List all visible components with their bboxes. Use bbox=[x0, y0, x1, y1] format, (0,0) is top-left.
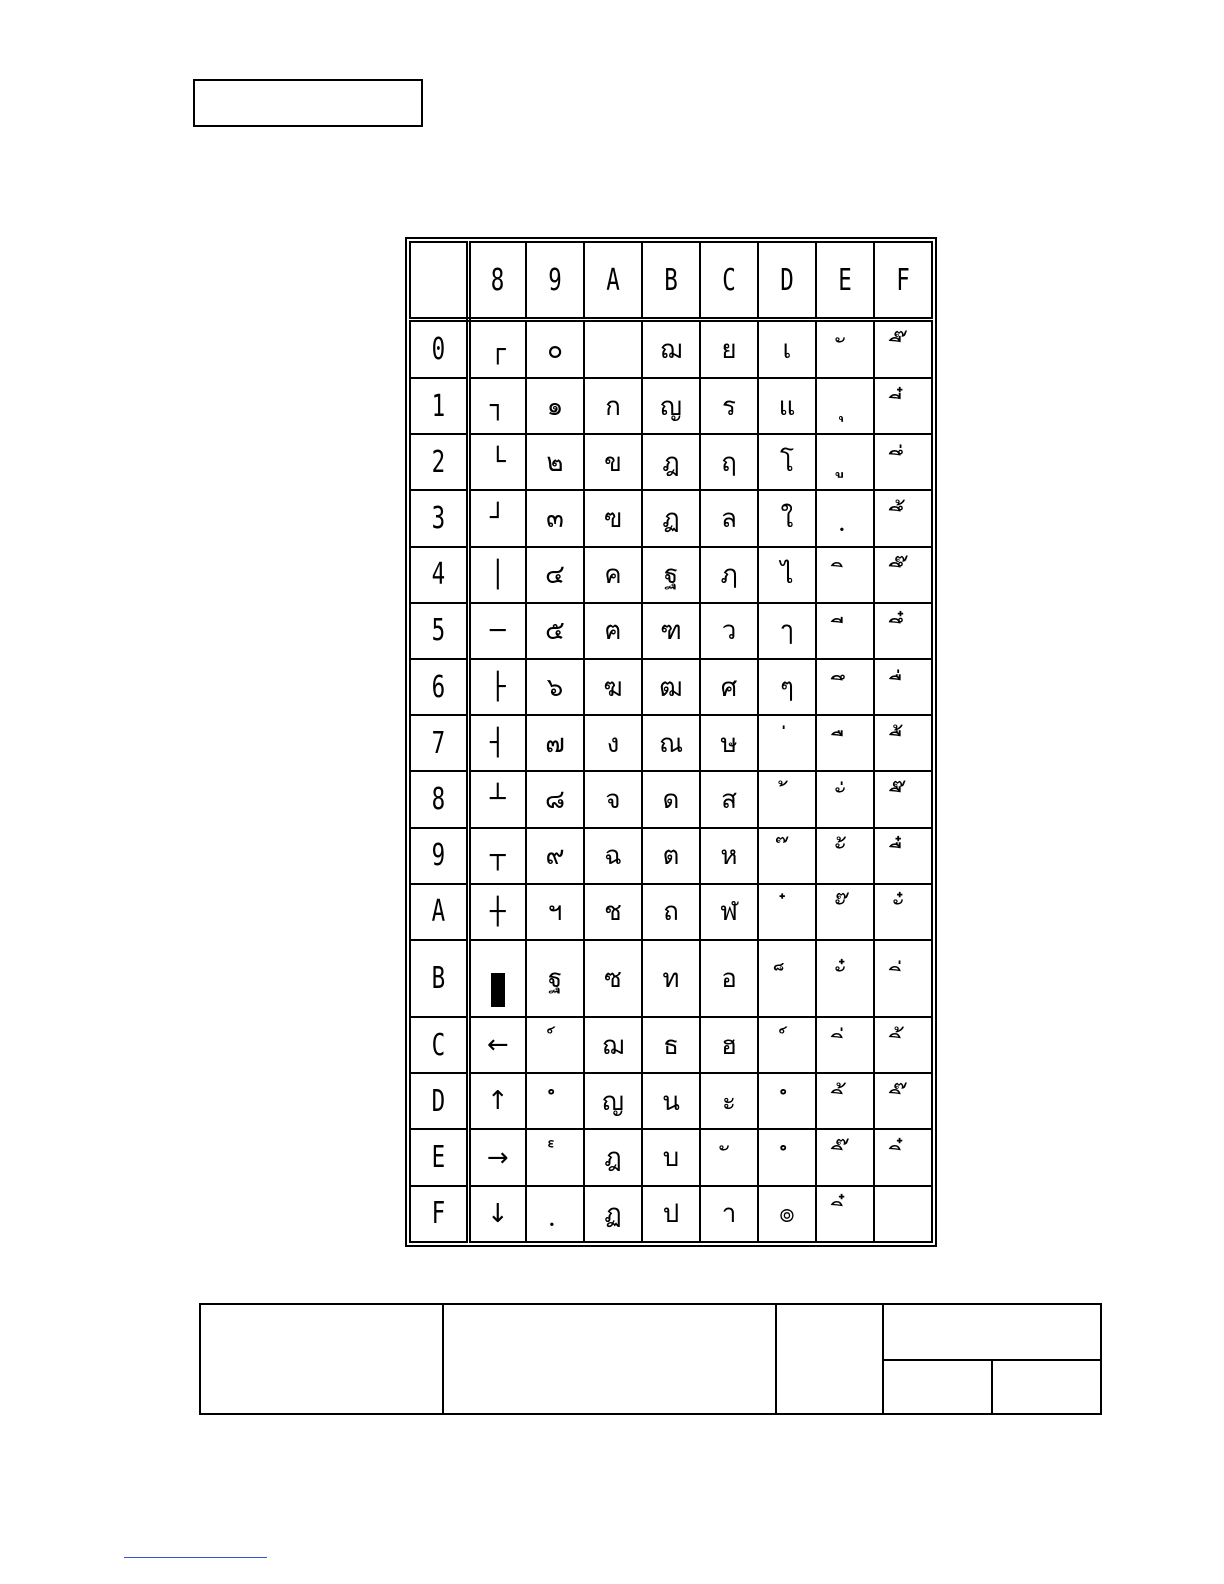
character-cell bbox=[526, 320, 584, 378]
character-cell bbox=[758, 659, 816, 715]
character-cell bbox=[526, 547, 584, 603]
character-glyph: ├ bbox=[489, 672, 506, 703]
character-cell bbox=[642, 659, 700, 715]
character-cell bbox=[758, 771, 816, 827]
character-glyph: ฎ bbox=[662, 447, 680, 478]
character-cell bbox=[874, 828, 932, 884]
footer-cell bbox=[443, 1304, 776, 1414]
character-cell bbox=[584, 490, 642, 546]
character-cell bbox=[526, 884, 584, 940]
character-glyph: ๖ bbox=[546, 672, 564, 703]
table-row bbox=[410, 715, 932, 771]
character-glyph: ด bbox=[662, 784, 680, 815]
character-cell bbox=[816, 659, 874, 715]
character-cell bbox=[584, 715, 642, 771]
character-glyph: ฒ bbox=[659, 672, 683, 703]
character-glyph: ← bbox=[486, 1030, 509, 1061]
character-cell bbox=[816, 603, 874, 659]
table-row bbox=[410, 547, 932, 603]
table-row bbox=[410, 940, 932, 1017]
character-cell bbox=[584, 1186, 642, 1242]
character-glyph: └ bbox=[489, 447, 506, 478]
character-glyph: จ bbox=[605, 784, 621, 815]
character-glyph: ญ bbox=[601, 1086, 625, 1117]
character-cell bbox=[526, 1073, 584, 1129]
character-cell bbox=[758, 1129, 816, 1185]
character-cell bbox=[468, 378, 526, 434]
character-glyph: ฑ bbox=[660, 616, 682, 647]
character-glyph: ธ bbox=[663, 1030, 679, 1061]
table-row bbox=[410, 434, 932, 490]
row-header: D bbox=[417, 1073, 461, 1129]
character-cell bbox=[816, 378, 874, 434]
character-glyph: ะ bbox=[722, 1086, 736, 1117]
character-glyph: ๏ bbox=[779, 1199, 795, 1230]
character-cell bbox=[758, 1186, 816, 1242]
row-header: 6 bbox=[417, 659, 461, 715]
character-cell bbox=[642, 1186, 700, 1242]
row-header: 2 bbox=[417, 434, 461, 490]
corner-cell bbox=[417, 242, 461, 320]
character-glyph: ฏ bbox=[604, 1199, 622, 1230]
character-glyph: ๑ bbox=[546, 391, 564, 422]
character-cell bbox=[642, 715, 700, 771]
character-cell bbox=[816, 434, 874, 490]
character-cell bbox=[874, 603, 932, 659]
row-header: 5 bbox=[417, 603, 461, 659]
character-cell bbox=[758, 547, 816, 603]
character-cell bbox=[526, 1186, 584, 1242]
character-glyph: ฉ bbox=[604, 841, 622, 872]
character-cell bbox=[874, 434, 932, 490]
character-glyph: ๓ bbox=[546, 503, 564, 534]
character-glyph: ┐ bbox=[489, 391, 506, 422]
character-glyph: อ bbox=[721, 964, 737, 995]
character-glyph: ฮ bbox=[721, 1030, 737, 1061]
character-glyph: ส bbox=[721, 784, 737, 815]
character-cell bbox=[700, 884, 758, 940]
character-cell bbox=[700, 715, 758, 771]
character-cell bbox=[642, 378, 700, 434]
footer-cell bbox=[200, 1304, 443, 1414]
character-cell bbox=[816, 828, 874, 884]
character-glyph: ฏ bbox=[662, 503, 680, 534]
character-glyph: ญ bbox=[659, 391, 683, 422]
bottom-rule bbox=[124, 1557, 267, 1558]
character-cell bbox=[642, 490, 700, 546]
character-cell bbox=[758, 378, 816, 434]
row-header: B bbox=[417, 940, 461, 1017]
character-cell bbox=[584, 659, 642, 715]
character-cell bbox=[700, 1129, 758, 1185]
character-cell bbox=[816, 940, 874, 1017]
character-cell bbox=[758, 940, 816, 1017]
table-row bbox=[410, 378, 932, 434]
character-cell bbox=[468, 603, 526, 659]
character-cell bbox=[584, 1129, 642, 1185]
character-cell bbox=[642, 884, 700, 940]
character-glyph: ┌ bbox=[489, 334, 506, 365]
character-cell bbox=[526, 1129, 584, 1185]
character-cell bbox=[584, 940, 642, 1017]
character-cell bbox=[642, 1129, 700, 1185]
character-cell bbox=[526, 659, 584, 715]
character-cell bbox=[758, 828, 816, 884]
character-cell bbox=[468, 884, 526, 940]
character-cell bbox=[758, 715, 816, 771]
label-box bbox=[193, 79, 423, 127]
character-glyph: ฐ bbox=[547, 964, 563, 995]
row-header: C bbox=[417, 1017, 461, 1073]
character-cell bbox=[874, 320, 932, 378]
character-glyph: เ bbox=[782, 335, 792, 366]
character-cell bbox=[816, 715, 874, 771]
character-cell bbox=[642, 547, 700, 603]
character-cell bbox=[526, 715, 584, 771]
character-cell bbox=[874, 1073, 932, 1129]
character-cell bbox=[816, 884, 874, 940]
character-glyph: ฦ bbox=[720, 560, 738, 591]
character-glyph: ๆ bbox=[780, 672, 794, 703]
character-cell bbox=[468, 659, 526, 715]
character-glyph: ศ bbox=[720, 672, 738, 703]
character-glyph: ┬ bbox=[489, 840, 506, 871]
column-header-row bbox=[410, 242, 932, 320]
character-cell bbox=[816, 1073, 874, 1129]
character-glyph: ┼ bbox=[489, 896, 506, 927]
character-cell bbox=[642, 1073, 700, 1129]
character-cell bbox=[468, 320, 526, 378]
character-glyph: ล bbox=[721, 503, 737, 534]
character-cell bbox=[642, 771, 700, 827]
character-glyph: ว bbox=[721, 616, 737, 647]
character-glyph: ฅ bbox=[604, 616, 622, 647]
character-cell bbox=[526, 603, 584, 659]
character-glyph: ษ bbox=[720, 728, 738, 759]
table-row bbox=[410, 603, 932, 659]
character-cell bbox=[874, 1017, 932, 1073]
table-row bbox=[410, 1129, 932, 1185]
character-glyph: → bbox=[486, 1142, 509, 1173]
character-cell bbox=[584, 320, 642, 378]
character-glyph: ๕ bbox=[545, 616, 565, 647]
character-cell bbox=[526, 828, 584, 884]
character-glyph: โ bbox=[780, 447, 794, 478]
character-glyph: ใ bbox=[780, 503, 794, 534]
character-cell bbox=[468, 434, 526, 490]
character-cell bbox=[468, 1017, 526, 1073]
character-cell bbox=[468, 940, 526, 1017]
character-glyph: ┘ bbox=[489, 503, 506, 534]
character-glyph: ฐ bbox=[663, 560, 679, 591]
character-cell bbox=[758, 320, 816, 378]
character-cell bbox=[468, 1186, 526, 1242]
character-cell bbox=[468, 715, 526, 771]
character-glyph: า bbox=[721, 1199, 737, 1230]
character-cell bbox=[874, 884, 932, 940]
character-cell bbox=[816, 547, 874, 603]
character-cell bbox=[758, 434, 816, 490]
character-glyph: บ bbox=[662, 1143, 680, 1174]
character-cell bbox=[526, 434, 584, 490]
character-cell bbox=[584, 434, 642, 490]
column-header: 8 bbox=[475, 242, 519, 320]
character-glyph: ก bbox=[605, 391, 621, 422]
row-header: 4 bbox=[417, 547, 461, 603]
table-row bbox=[410, 1073, 932, 1129]
character-cell bbox=[874, 940, 932, 1017]
character-cell bbox=[700, 490, 758, 546]
character-cell bbox=[642, 603, 700, 659]
character-cell bbox=[526, 378, 584, 434]
column-header: A bbox=[591, 242, 635, 320]
row-header: 3 bbox=[417, 490, 461, 546]
character-cell bbox=[584, 771, 642, 827]
table-row bbox=[410, 320, 932, 378]
column-header: E bbox=[823, 242, 867, 320]
character-cell bbox=[700, 1017, 758, 1073]
character-glyph: ค bbox=[604, 560, 622, 591]
footer-cell bbox=[883, 1360, 992, 1414]
character-glyph: ─ bbox=[489, 615, 506, 646]
character-cell bbox=[468, 1073, 526, 1129]
character-glyph bbox=[491, 973, 505, 1007]
character-cell bbox=[874, 771, 932, 827]
character-glyph: ๐ bbox=[547, 335, 563, 366]
character-cell bbox=[526, 490, 584, 546]
column-header: 9 bbox=[533, 242, 577, 320]
character-cell bbox=[468, 771, 526, 827]
character-cell bbox=[874, 659, 932, 715]
character-cell bbox=[758, 884, 816, 940]
footer-cell bbox=[883, 1304, 1101, 1360]
character-cell bbox=[874, 490, 932, 546]
character-glyph: ฆ bbox=[603, 672, 623, 703]
table-row bbox=[410, 884, 932, 940]
footer-title-block bbox=[199, 1303, 1102, 1415]
footer-cell bbox=[992, 1360, 1101, 1414]
character-cell bbox=[584, 378, 642, 434]
character-cell bbox=[816, 1186, 874, 1242]
character-glyph: ๔ bbox=[545, 560, 565, 591]
character-glyph: ร bbox=[722, 391, 736, 422]
character-cell bbox=[642, 434, 700, 490]
character-cell bbox=[468, 1129, 526, 1185]
character-glyph: ป bbox=[662, 1199, 680, 1230]
character-cell bbox=[874, 547, 932, 603]
table-row bbox=[410, 659, 932, 715]
character-cell bbox=[700, 434, 758, 490]
character-glyph: │ bbox=[489, 559, 506, 590]
character-cell bbox=[584, 828, 642, 884]
footer-cell bbox=[776, 1304, 883, 1414]
character-glyph: ↓ bbox=[486, 1198, 509, 1229]
character-glyph: แ bbox=[778, 391, 796, 422]
character-cell bbox=[526, 1017, 584, 1073]
table-row bbox=[410, 490, 932, 546]
character-glyph: ┴ bbox=[489, 784, 506, 815]
character-cell bbox=[874, 378, 932, 434]
character-cell bbox=[584, 1073, 642, 1129]
character-glyph: ไ bbox=[780, 560, 794, 591]
table-row bbox=[410, 828, 932, 884]
character-cell bbox=[642, 828, 700, 884]
row-header: E bbox=[417, 1129, 461, 1185]
character-cell bbox=[468, 828, 526, 884]
character-cell bbox=[642, 940, 700, 1017]
character-cell bbox=[874, 1129, 932, 1185]
character-cell bbox=[526, 771, 584, 827]
row-header: 8 bbox=[417, 771, 461, 827]
character-cell bbox=[758, 1017, 816, 1073]
character-cell bbox=[642, 1017, 700, 1073]
character-cell bbox=[758, 1073, 816, 1129]
character-glyph: ณ bbox=[658, 728, 684, 759]
character-cell bbox=[758, 490, 816, 546]
character-cell bbox=[700, 378, 758, 434]
character-code-table bbox=[405, 237, 937, 1247]
column-header: F bbox=[881, 242, 925, 320]
character-cell bbox=[526, 940, 584, 1017]
character-glyph: ฌ bbox=[659, 335, 683, 366]
character-cell bbox=[758, 603, 816, 659]
character-glyph: ฎ bbox=[604, 1143, 622, 1174]
table-row bbox=[410, 771, 932, 827]
character-cell bbox=[642, 320, 700, 378]
character-cell bbox=[700, 828, 758, 884]
character-cell bbox=[468, 490, 526, 546]
column-header: D bbox=[765, 242, 809, 320]
character-cell bbox=[816, 490, 874, 546]
character-glyph: ๒ bbox=[546, 447, 564, 478]
character-glyph: ต bbox=[662, 841, 680, 872]
character-cell bbox=[584, 884, 642, 940]
row-header: A bbox=[417, 884, 461, 940]
character-glyph: ↑ bbox=[486, 1086, 509, 1117]
row-header: F bbox=[417, 1186, 461, 1242]
character-glyph: น bbox=[662, 1086, 680, 1117]
character-cell bbox=[816, 320, 874, 378]
code-grid bbox=[409, 241, 933, 1243]
character-glyph: ฃ bbox=[603, 503, 623, 534]
character-glyph: ท bbox=[662, 964, 680, 995]
character-glyph: ซ bbox=[604, 964, 622, 995]
character-glyph: ข bbox=[604, 447, 622, 478]
row-header: 7 bbox=[417, 715, 461, 771]
row-header: 0 bbox=[417, 320, 461, 378]
character-glyph: ห bbox=[720, 841, 738, 872]
character-cell bbox=[584, 1017, 642, 1073]
character-cell bbox=[816, 1129, 874, 1185]
character-glyph: ┤ bbox=[489, 728, 506, 759]
character-glyph: ย bbox=[721, 335, 737, 366]
table-row bbox=[410, 1017, 932, 1073]
character-cell bbox=[700, 940, 758, 1017]
character-cell bbox=[700, 771, 758, 827]
character-cell bbox=[700, 659, 758, 715]
character-glyph: ถ bbox=[663, 897, 679, 928]
character-cell bbox=[874, 1186, 932, 1242]
character-glyph: ฬ bbox=[720, 897, 738, 928]
character-glyph: ๙ bbox=[545, 841, 565, 872]
character-cell bbox=[700, 1073, 758, 1129]
character-cell bbox=[700, 1186, 758, 1242]
character-cell bbox=[584, 603, 642, 659]
table-row bbox=[410, 1186, 932, 1242]
character-cell bbox=[700, 603, 758, 659]
character-cell bbox=[468, 547, 526, 603]
character-cell bbox=[816, 1017, 874, 1073]
character-glyph: ๗ bbox=[545, 728, 565, 759]
character-glyph: ง bbox=[606, 728, 620, 759]
column-header: B bbox=[649, 242, 693, 320]
character-cell bbox=[874, 715, 932, 771]
character-glyph: ฌ bbox=[601, 1030, 625, 1061]
character-glyph: ๘ bbox=[544, 784, 566, 815]
column-header: C bbox=[707, 242, 751, 320]
character-glyph: ช bbox=[604, 897, 622, 928]
row-header: 1 bbox=[417, 378, 461, 434]
character-cell bbox=[816, 771, 874, 827]
character-cell bbox=[700, 547, 758, 603]
character-cell bbox=[700, 320, 758, 378]
character-glyph: ฯ bbox=[547, 897, 563, 928]
character-cell bbox=[584, 547, 642, 603]
character-glyph: ฤ bbox=[721, 447, 737, 478]
character-glyph: ๅ bbox=[780, 616, 794, 647]
row-header: 9 bbox=[417, 828, 461, 884]
